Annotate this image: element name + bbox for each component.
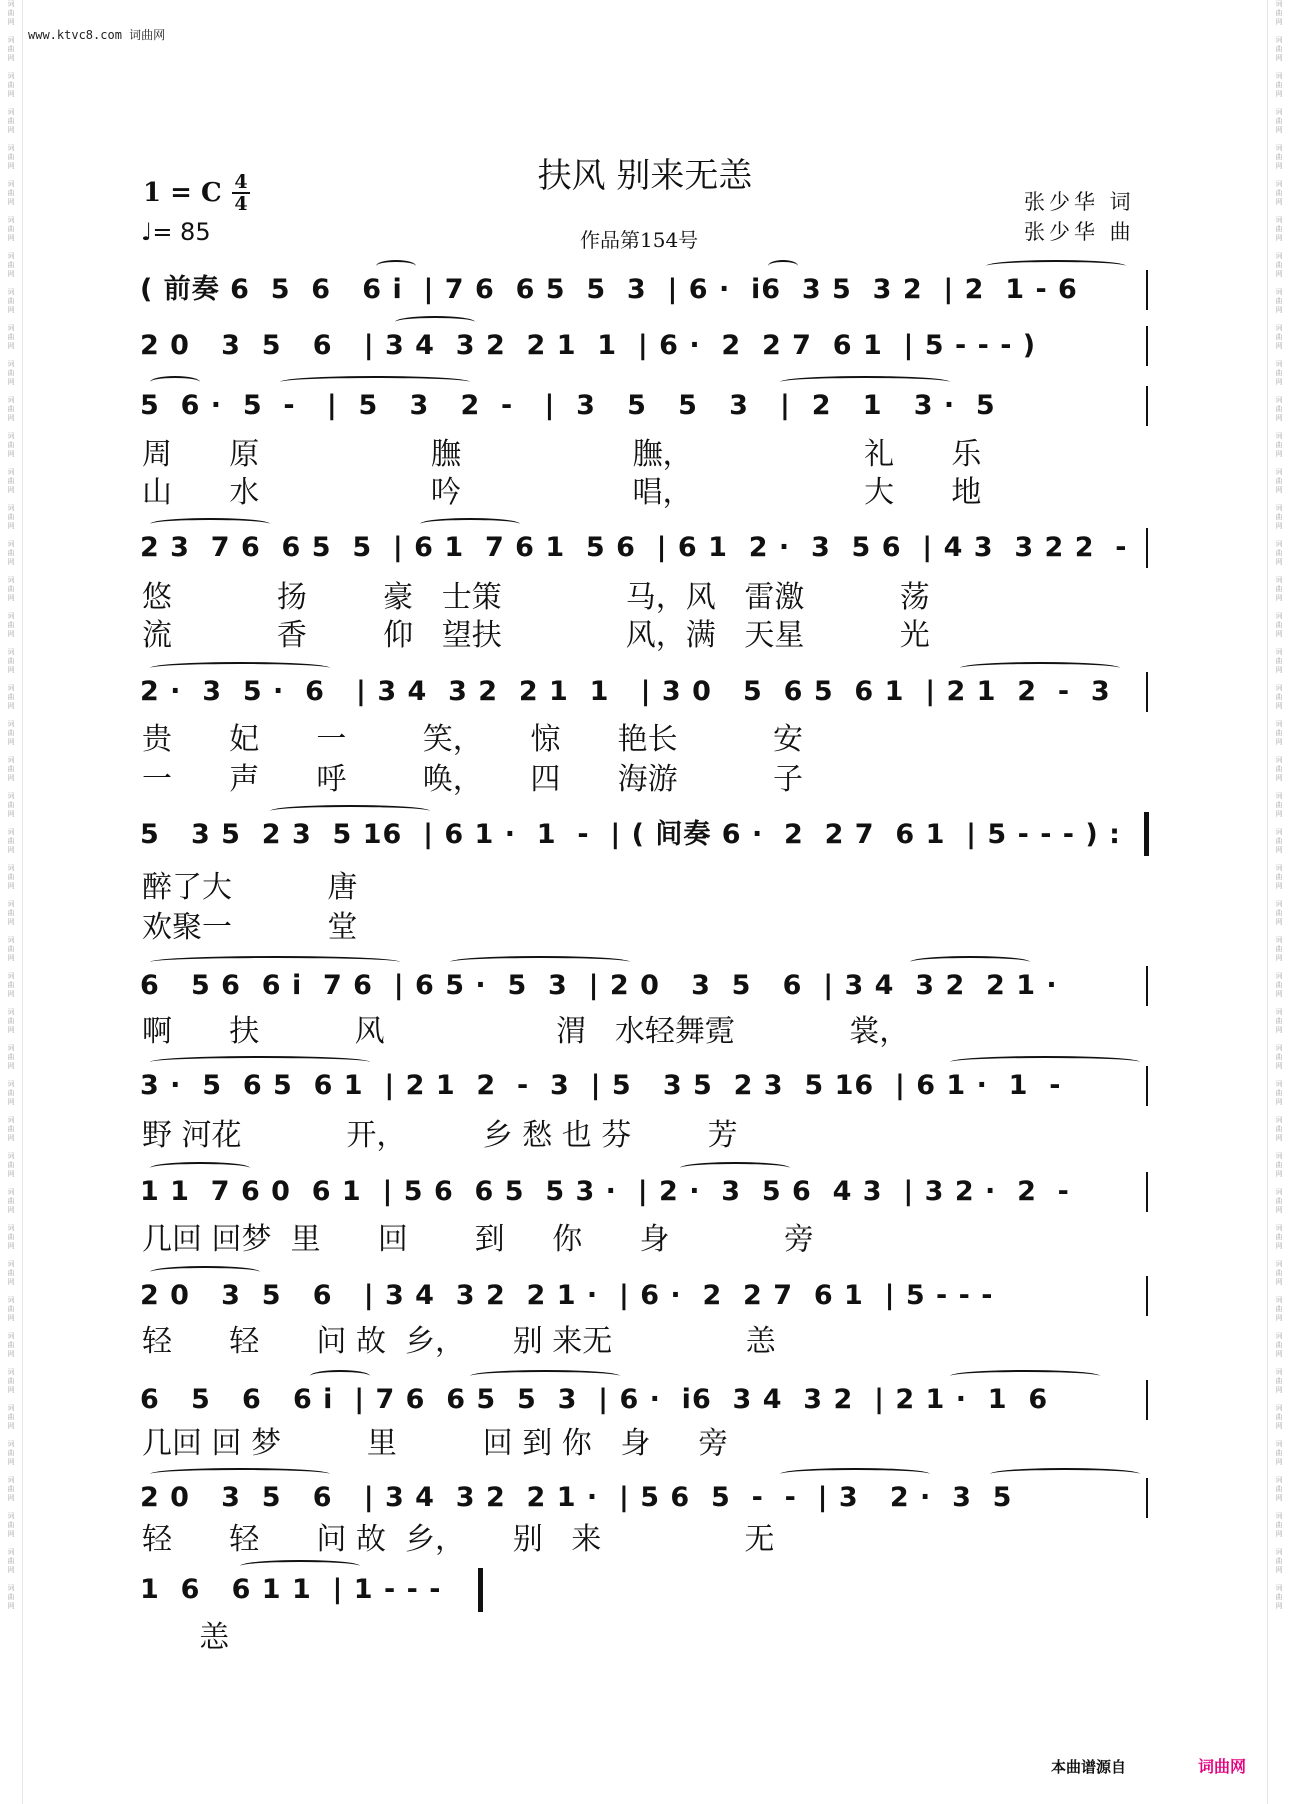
barline — [1146, 1172, 1148, 1212]
slur-arc — [310, 1370, 370, 1382]
barline — [1146, 1478, 1148, 1518]
slur-arc — [768, 260, 798, 272]
notation-line: 1 1 7 6 0 6 1 | 5 6 6 5 5 3 · | 2 · 3 5 6 4 3 | 3 2 · 2 - — [140, 1176, 1070, 1207]
slur-arc — [280, 376, 470, 388]
barline — [1146, 672, 1148, 712]
notation-line: ( 前奏 6 5 6 6 i | 7 6 6 5 5 3 | 6 · i6 3 5 3 2 | 2 1 - 6 — [140, 274, 1078, 305]
slur-arc — [240, 1560, 360, 1572]
song-title: 扶风 别来无恙 — [537, 156, 753, 196]
site-url[interactable]: www.ktvc8.com 词曲网 — [28, 28, 166, 42]
lyric-line: 山 水 吟 唱， 大 地 — [142, 475, 982, 510]
slur-arc — [150, 1468, 330, 1480]
slur-arc — [950, 1056, 1140, 1068]
lyric-line: 几回 回 梦 里 回 到 你 身 旁 — [142, 1426, 729, 1461]
barline — [1146, 1380, 1148, 1420]
slur-arc — [950, 1370, 1100, 1382]
slur-arc — [150, 956, 400, 968]
lyric-line: 醉了大 唐 — [142, 870, 358, 905]
final-barline — [478, 1568, 483, 1612]
lyric-line: 悠 扬 豪 士策 马，风 雷激 荡 — [142, 580, 930, 615]
composer-credit: 张少华 曲 — [1024, 220, 1135, 244]
time-signature — [232, 172, 250, 214]
lyric-line: 啊 扶 风 渭 水轻舞霓 裳， — [142, 1014, 910, 1049]
slur-arc — [450, 956, 630, 968]
slur-arc — [376, 260, 416, 272]
barline — [1146, 386, 1148, 426]
slur-arc — [150, 518, 270, 530]
notation-line: 6 5 6 6 i | 7 6 6 5 5 3 | 6 · i6 3 4 3 2 | 2 1 · 1 6 — [140, 1384, 1049, 1415]
lyric-line: 一 声 呼 唤， 四 海游 子 — [142, 762, 803, 797]
barline — [1146, 1276, 1148, 1316]
notation-line: 1 6 6 1 1 | 1 - - - — [140, 1574, 442, 1605]
slur-arc — [986, 260, 1126, 272]
slur-arc — [150, 1056, 370, 1068]
lyric-line: 流 香 仰 望扶 风，满 天星 光 — [142, 618, 930, 653]
side-watermark-left: 词 曲 网 词 曲 网 词 曲 网 词 曲 网 词 曲 网 词 曲 网 词 曲 网 词 曲 网 词 曲 网 词 曲 网 词 曲 网 词 曲 网 词 曲 网 词 曲 网 词 曲 网 词 曲 网 词 曲 网 词 曲 网 词 曲 网 词 曲 网 词 曲 网 词 曲 网 词 曲 网 词 曲 网 词 曲 网 词 曲 网 词 曲 网 词 曲 网 词 曲 网 词 曲 网 词 曲 网 词 曲 网 词 曲 网 词 曲 网 词 曲 网 词 曲 网 词 曲 网 词 曲 网 词 曲 网 词 曲 网 词 曲 网 词 曲 网 词 曲 网 词 曲 网 词 曲 网 — [0, 0, 23, 1804]
notation-line: 2 3 7 6 6 5 5 | 6 1 7 6 1 5 6 | 6 1 2 · 3 5 6 | 4 3 3 2 2 - — [140, 532, 1128, 563]
lyric-line: 轻 轻 问 故 乡， 别 来 无 — [142, 1522, 775, 1557]
lyric-line: 周 原 膴 膴， 礼 乐 — [142, 437, 982, 472]
footer-site-link[interactable]: 词曲网 — [1198, 1757, 1247, 1776]
notation-line: 3 · 5 6 5 6 1 | 2 1 2 - 3 | 5 3 5 2 3 5 16 | 6 1 · 1 - — [140, 1070, 1062, 1101]
slur-arc — [680, 1162, 790, 1174]
slur-arc — [270, 805, 430, 817]
notation-line: 2 0 3 5 6 | 3 4 3 2 2 1 · | 6 · 2 2 7 6 1 | 5 - - - — [140, 1280, 994, 1311]
notation-line: 2 0 3 5 6 | 3 4 3 2 2 1 1 | 6 · 2 2 7 6 1 | 5 - - - ) — [140, 330, 1037, 361]
slur-arc — [780, 376, 950, 388]
slur-arc — [780, 1468, 930, 1480]
notation-line: 5 3 5 2 3 5 16 | 6 1 · 1 - | ( 间奏 6 · 2 2 7 6 1 | 5 - - - ) : — [140, 819, 1121, 850]
footer-source-label: 本曲谱源自 — [1051, 1758, 1127, 1776]
lyric-line: 恙 — [142, 1620, 230, 1655]
lyric-line: 轻 轻 问 故 乡， 别 来无 恙 — [142, 1324, 776, 1359]
opus-number: 作品第154号 — [580, 228, 699, 252]
barline — [1146, 326, 1148, 366]
notation-line: 2 0 3 5 6 | 3 4 3 2 2 1 · | 5 6 5 - - | 3 2 · 3 5 — [140, 1482, 1013, 1513]
slur-arc — [395, 316, 475, 328]
barline — [1146, 528, 1148, 568]
slur-arc — [910, 956, 1030, 968]
lyric-line: 欢聚一 堂 — [142, 910, 358, 945]
slur-arc — [150, 1266, 260, 1278]
slur-arc — [960, 662, 1120, 674]
notation-line: 5 6 · 5 - | 5 3 2 - | 3 5 5 3 | 2 1 3 · 5 — [140, 390, 996, 421]
lyric-line: 几回 回梦 里 回 到 你 身 旁 — [142, 1222, 814, 1257]
time-signature-top: 4 — [232, 172, 250, 194]
lyric-line: 贵 妃 一 笑， 惊 艳长 安 — [142, 722, 803, 757]
slur-arc — [470, 1370, 620, 1382]
key-signature: 1 = C — [143, 178, 222, 208]
lyric-line: 野 河花 开， 乡 愁 也 芬 芳 — [142, 1118, 738, 1153]
slur-arc — [150, 1162, 250, 1174]
slur-arc — [150, 662, 330, 674]
lyricist-credit: 张少华 词 — [1024, 190, 1135, 214]
barline — [1146, 1066, 1148, 1106]
repeat-end-barline — [1144, 812, 1149, 856]
notation-line: 6 5 6 6 i 7 6 | 6 5 · 5 3 | 2 0 3 5 6 | 3 4 3 2 2 1 · — [140, 970, 1058, 1001]
time-signature-bottom: 4 — [234, 193, 248, 215]
side-watermark-right: 词 曲 网 词 曲 网 词 曲 网 词 曲 网 词 曲 网 词 曲 网 词 曲 网 词 曲 网 词 曲 网 词 曲 网 词 曲 网 词 曲 网 词 曲 网 词 曲 网 词 曲 网 词 曲 网 词 曲 网 词 曲 网 词 曲 网 词 曲 网 词 曲 网 词 曲 网 词 曲 网 词 曲 网 词 曲 网 词 曲 网 词 曲 网 词 曲 网 词 曲 网 词 曲 网 词 曲 网 词 曲 网 词 曲 网 词 曲 网 词 曲 网 词 曲 网 词 曲 网 词 曲 网 词 曲 网 词 曲 网 词 曲 网 词 曲 网 词 曲 网 词 曲 网 词 曲 网 — [1267, 0, 1290, 1804]
slur-arc — [420, 518, 520, 530]
barline — [1146, 270, 1148, 310]
notation-line: 2 · 3 5 · 6 | 3 4 3 2 2 1 1 | 3 0 5 6 5 6 1 | 2 1 2 - 3 — [140, 676, 1111, 707]
barline — [1146, 966, 1148, 1006]
slur-arc — [990, 1468, 1140, 1480]
slur-arc — [150, 376, 200, 388]
tempo-marking: ♩= 85 — [141, 218, 211, 246]
